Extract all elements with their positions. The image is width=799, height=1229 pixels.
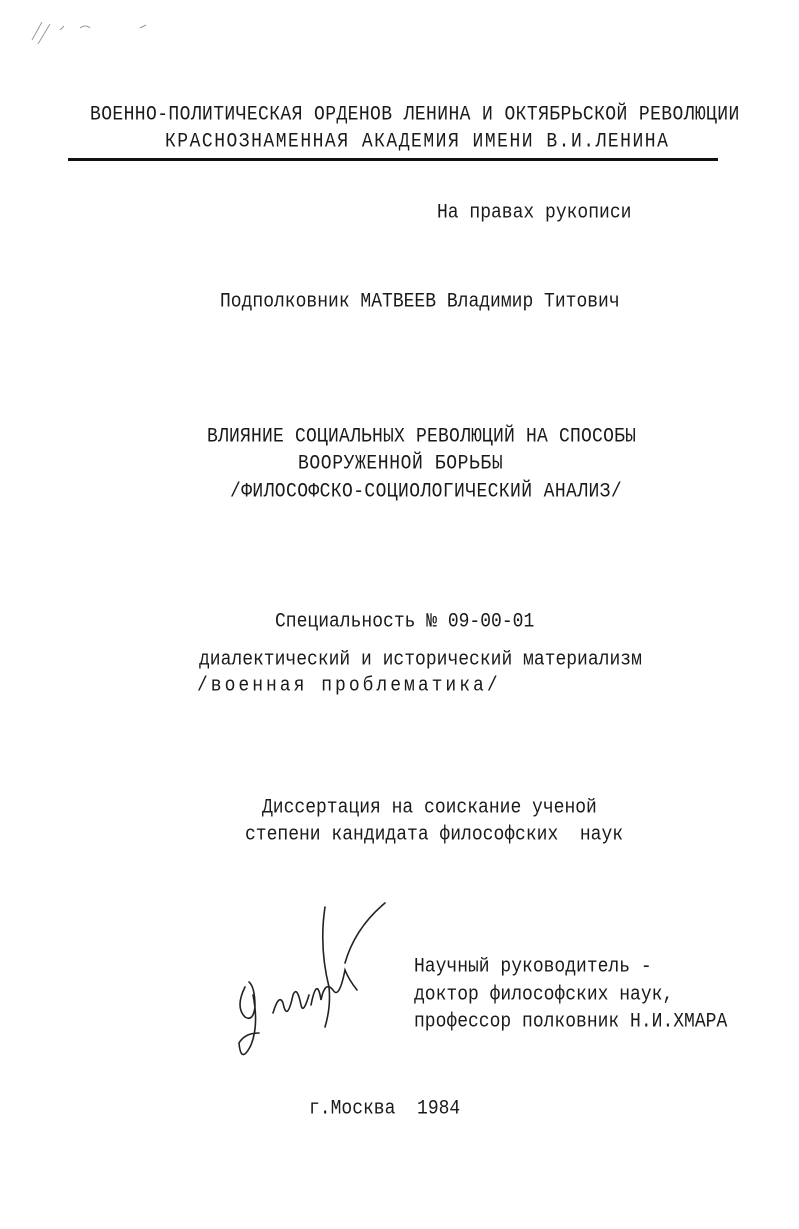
title-line-3: /ФИЛОСОФСКО-СОЦИОЛОГИЧЕСКИЙ АНАЛИЗ/	[230, 480, 623, 504]
header-divider	[68, 158, 718, 161]
signature	[225, 895, 395, 1070]
specialty-code: Специальность № 09-00-01	[275, 610, 535, 634]
institution-line-1: ВОЕННО-ПОЛИТИЧЕСКАЯ ОРДЕНОВ ЛЕНИНА И ОКТЯБРЬСКОЙ РЕВОЛЮЦИИ	[90, 103, 740, 127]
author-name: Подполковник МАТВЕЕВ Владимир Титович	[220, 290, 620, 314]
advisor-line-2: доктор философских наук,	[414, 983, 674, 1007]
specialty-name: диалектический и исторический материализм	[199, 648, 642, 672]
degree-line-2: степени кандидата философских наук	[245, 823, 624, 847]
advisor-line-3: профессор полковник Н.И.ХМАРА	[414, 1010, 728, 1034]
advisor-line-1: Научный руководитель -	[414, 955, 652, 979]
manuscript-note: На правах рукописи	[437, 201, 632, 225]
specialty-note: /военная проблематика/	[197, 674, 501, 698]
institution-line-2: КРАСНОЗНАМЕННАЯ АКАДЕМИЯ ИМЕНИ В.И.ЛЕНИНА	[165, 130, 670, 154]
scan-marks	[20, 10, 220, 70]
degree-line-1: Диссертация на соискание ученой	[262, 796, 597, 820]
title-line-1: ВЛИЯНИЕ СОЦИАЛЬНЫХ РЕВОЛЮЦИЙ НА СПОСОБЫ	[207, 425, 637, 449]
title-line-2: ВООРУЖЕННОЙ БОРЬБЫ	[298, 452, 504, 476]
place-year: г.Москва 1984	[309, 1097, 461, 1121]
